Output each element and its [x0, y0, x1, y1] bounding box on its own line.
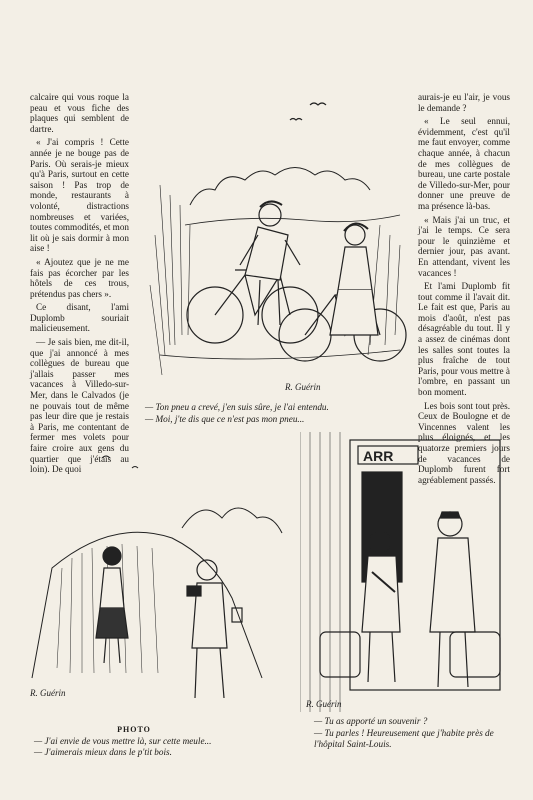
cyclists-illustration: [140, 85, 415, 400]
photo-caption: [34, 724, 234, 759]
caption-line: — Moi, j'te dis que ce n'est pas mon pneu...: [145, 413, 305, 424]
paragraph: « Ajoutez que je ne me fais pas écorcher par les hôtels de ces trous, prétendus pas chers ».: [30, 256, 129, 299]
station-caption: [314, 716, 519, 751]
paragraph: « Mais j'ai un truc, et j'ai le temps. Ce sera pour le quinzième et dernier jour, pas avant. En attendant, vivent les vacances !: [418, 214, 510, 278]
caption-line: — Tu parles ! Heureusement que j'habite près de l'hôpital Saint-Louis.: [314, 727, 494, 749]
paragraph: — Je sais bien, me dit-il, que j'ai annoncé à mes collègues de bureau que j'allais passer mes vacances à Villedo-sur-Mer, dans le Calvados (je ne pouvais tout de même pas leur dire que je restais à Paris, me contentant de fermer mes volets pour faire croire aux gens du quartier que j'étais au loin). De quoi: [30, 337, 129, 475]
top-caption: [145, 402, 329, 425]
station-illustration: [300, 432, 522, 712]
caption-line: — Tu as apporté un souvenir ?: [314, 716, 428, 726]
right-text-column: [418, 92, 510, 488]
paragraph: Et l'ami Duplomb fit tout comme il l'avait dit. Le fait est que, Paris au mois d'août, n'est pas désagréable du tout. Il y a assez de cinémas dont les salles sont toutes la plus fraîche de tout Paris, pour vous mettre à l'ombre, en passant un bon moment.: [418, 281, 510, 398]
signature: R. Guérin: [285, 382, 321, 392]
signature: R. Guérin: [30, 688, 66, 698]
caption-line: — Ton pneu a crevé, j'en suis sûre, je l'ai entendu.: [145, 402, 329, 412]
paragraph: « J'ai compris ! Cette année je ne bouge pas de Paris. Où serais-je mieux qu'à Paris, surtout en cette saison ! Pas trop de monde, restaurants à volonté, distractions nombreuses et variées, toutes commodités, et mon lit où je sais dormir à mon aise !: [30, 137, 130, 254]
caption-line: — J'aimerais mieux dans le p'tit bois.: [34, 747, 172, 757]
left-text-column: [30, 92, 129, 478]
paragraph: Les bois sont tout près. Ceux de Boulogne et de Vincennes valent les plus éloignés, et les quatorze premiers jours de vacances de Duplomb furent fort agréablement passés.: [418, 400, 510, 485]
station-sign: ARR: [363, 448, 394, 464]
photo-illustration: [12, 448, 292, 710]
paragraph: Ce disant, l'ami Duplomb souriait malicieusement.: [30, 302, 129, 334]
paragraph: aurais-je eu l'air, je vous le demande ?: [418, 92, 510, 113]
caption-title: PHOTO: [117, 725, 151, 734]
caption-line: — J'ai envie de vous mettre là, sur cette meule...: [34, 735, 212, 746]
paragraph: « Le seul ennui, évidemment, c'est qu'il me faut envoyer, comme chaque année, à chacun de mes collègues de bureau, une carte postale de Villedo-sur-Mer, pour donner une preuve de ma présence là-bas.: [418, 116, 510, 211]
paragraph: calcaire qui vous roque la peau et vous fiche des plaques qui semblent de dartre.: [30, 92, 129, 134]
signature: R. Guérin: [306, 699, 342, 709]
